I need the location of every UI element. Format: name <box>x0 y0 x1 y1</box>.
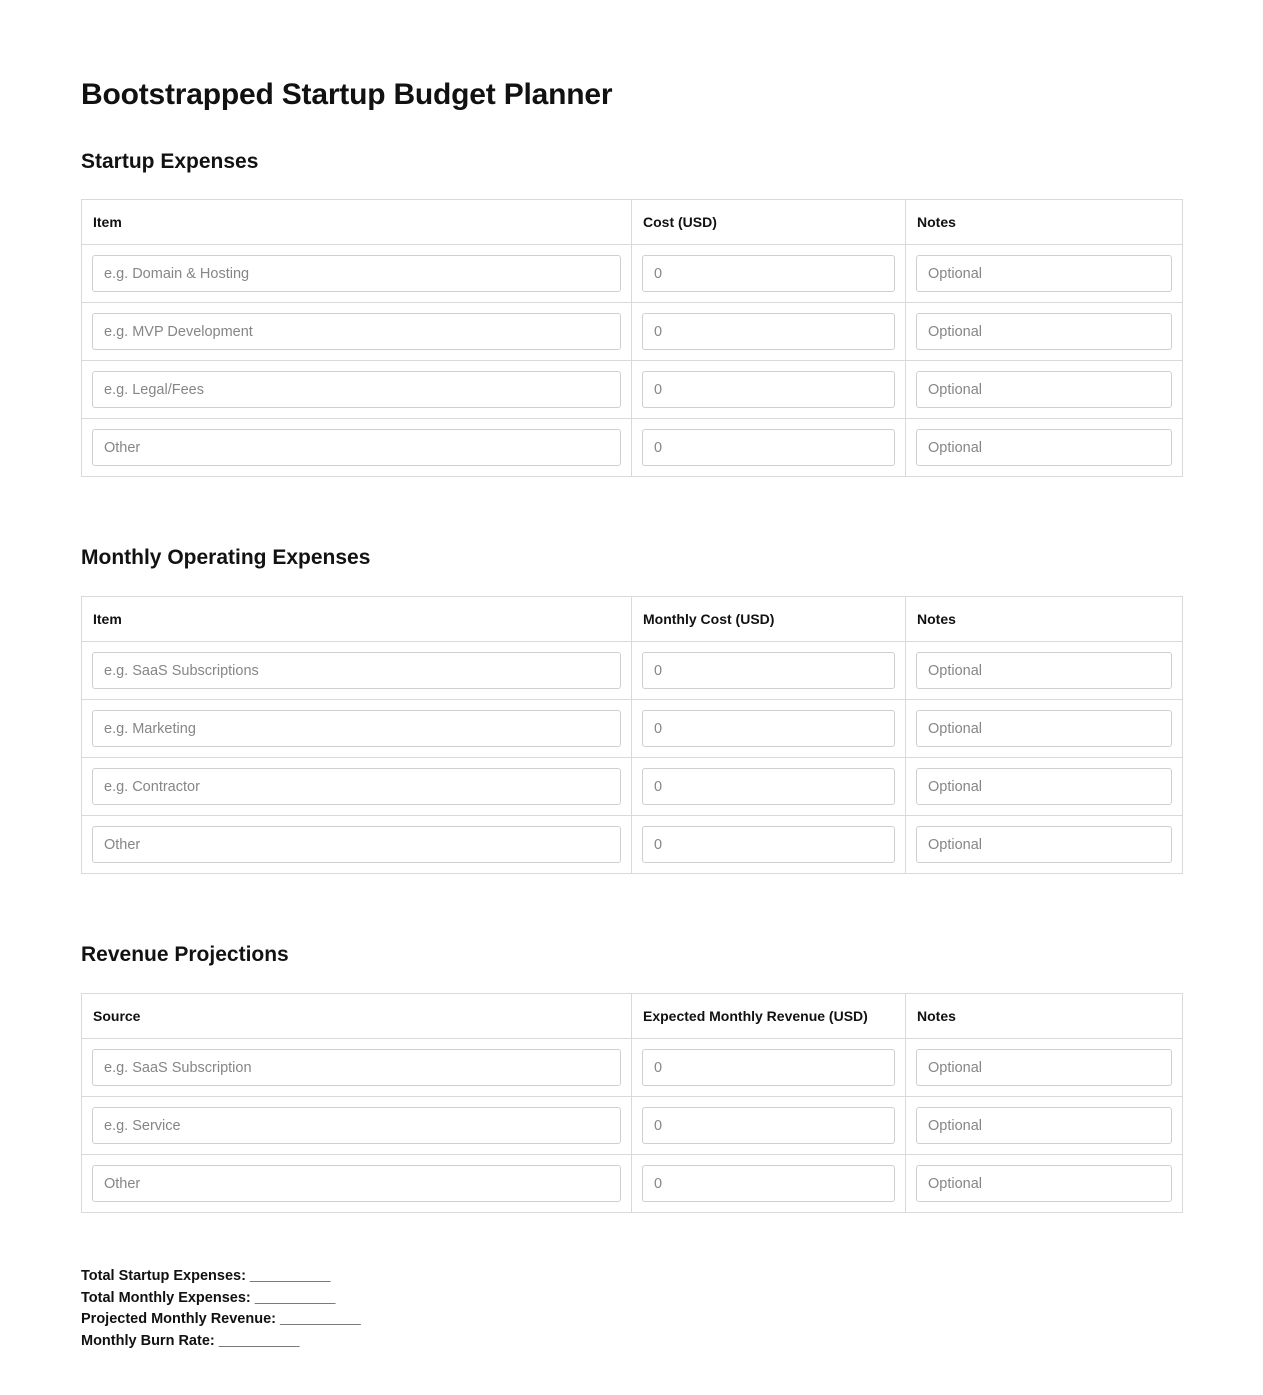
cell-cost <box>632 361 906 419</box>
notes-input[interactable] <box>916 1107 1172 1144</box>
section-monthly-operating-expenses <box>81 545 1183 874</box>
cell-notes <box>906 758 1183 816</box>
revenue-input[interactable] <box>642 1107 895 1144</box>
table-row <box>82 361 1183 419</box>
cell-cost <box>632 419 906 477</box>
column-header-item: Item <box>82 199 632 245</box>
cell-cost <box>632 758 906 816</box>
cell-item <box>82 758 632 816</box>
cell-cost <box>632 642 906 700</box>
table-row <box>82 758 1183 816</box>
cell-notes <box>906 419 1183 477</box>
cell-notes <box>906 361 1183 419</box>
revenue-input[interactable] <box>642 1049 895 1086</box>
cell-source <box>82 1039 632 1097</box>
cell-notes <box>906 1039 1183 1097</box>
totals-summary <box>81 1266 1183 1352</box>
cell-cost <box>632 245 906 303</box>
cell-item <box>82 303 632 361</box>
notes-input[interactable] <box>916 255 1172 292</box>
notes-input[interactable] <box>916 768 1172 805</box>
table-row <box>82 1097 1183 1155</box>
cost-input[interactable] <box>642 255 895 292</box>
item-input[interactable] <box>92 826 621 863</box>
item-input[interactable] <box>92 313 621 350</box>
revenue-input[interactable] <box>642 1165 895 1202</box>
table-row <box>82 700 1183 758</box>
cell-cost <box>632 816 906 874</box>
notes-input[interactable] <box>916 1165 1172 1202</box>
column-header-monthly-cost: Monthly Cost (USD) <box>632 596 906 642</box>
cell-revenue <box>632 1039 906 1097</box>
total-monthly-expenses-line: Total Monthly Expenses: __________ <box>81 1289 336 1306</box>
column-header-item: Item <box>82 596 632 642</box>
notes-input[interactable] <box>916 429 1172 466</box>
notes-input[interactable] <box>916 652 1172 689</box>
table-header-row <box>82 993 1183 1039</box>
cell-cost <box>632 303 906 361</box>
page-title: Bootstrapped Startup Budget Planner <box>81 78 613 111</box>
cell-notes <box>906 245 1183 303</box>
cost-input[interactable] <box>642 429 895 466</box>
notes-input[interactable] <box>916 371 1172 408</box>
cell-source <box>82 1155 632 1213</box>
cell-item <box>82 700 632 758</box>
projected-monthly-revenue-line: Projected Monthly Revenue: __________ <box>81 1311 361 1328</box>
cell-item <box>82 361 632 419</box>
total-startup-expenses-line: Total Startup Expenses: __________ <box>81 1268 331 1285</box>
section-revenue-projections <box>81 942 1183 1213</box>
table-startup-expenses <box>81 199 1183 478</box>
cell-source <box>82 1097 632 1155</box>
notes-input[interactable] <box>916 1049 1172 1086</box>
table-row <box>82 816 1183 874</box>
section-spacer <box>81 477 1183 545</box>
cell-item <box>82 642 632 700</box>
cell-item <box>82 245 632 303</box>
cell-notes <box>906 700 1183 758</box>
cell-notes <box>906 1097 1183 1155</box>
section-spacer <box>81 874 1183 942</box>
column-header-notes: Notes <box>906 596 1183 642</box>
source-input[interactable] <box>92 1049 621 1086</box>
cost-input[interactable] <box>642 371 895 408</box>
cell-revenue <box>632 1097 906 1155</box>
table-row <box>82 419 1183 477</box>
cost-input[interactable] <box>642 710 895 747</box>
notes-input[interactable] <box>916 313 1172 350</box>
cell-notes <box>906 816 1183 874</box>
item-input[interactable] <box>92 255 621 292</box>
table-row <box>82 1039 1183 1097</box>
item-input[interactable] <box>92 429 621 466</box>
section-title-revenue-projections: Revenue Projections <box>81 943 289 967</box>
column-header-notes: Notes <box>906 199 1183 245</box>
table-row <box>82 245 1183 303</box>
cost-input[interactable] <box>642 826 895 863</box>
cell-revenue <box>632 1155 906 1213</box>
table-row <box>82 303 1183 361</box>
notes-input[interactable] <box>916 826 1172 863</box>
item-input[interactable] <box>92 710 621 747</box>
table-header-row <box>82 596 1183 642</box>
item-input[interactable] <box>92 371 621 408</box>
column-header-expected-monthly-revenue: Expected Monthly Revenue (USD) <box>632 993 906 1039</box>
cell-item <box>82 816 632 874</box>
cost-input[interactable] <box>642 652 895 689</box>
cell-cost <box>632 700 906 758</box>
cell-item <box>82 419 632 477</box>
table-row <box>82 1155 1183 1213</box>
item-input[interactable] <box>92 768 621 805</box>
section-title-monthly-operating-expenses: Monthly Operating Expenses <box>81 546 371 570</box>
notes-input[interactable] <box>916 710 1172 747</box>
column-header-source: Source <box>82 993 632 1039</box>
source-input[interactable] <box>92 1107 621 1144</box>
section-title-startup-expenses: Startup Expenses <box>81 149 259 173</box>
cost-input[interactable] <box>642 313 895 350</box>
table-revenue-projections <box>81 993 1183 1214</box>
monthly-burn-rate-line: Monthly Burn Rate: __________ <box>81 1332 300 1349</box>
source-input[interactable] <box>92 1165 621 1202</box>
table-row <box>82 642 1183 700</box>
cell-notes <box>906 303 1183 361</box>
column-header-cost: Cost (USD) <box>632 199 906 245</box>
cell-notes <box>906 642 1183 700</box>
table-header-row <box>82 199 1183 245</box>
table-monthly-operating-expenses <box>81 596 1183 875</box>
cell-notes <box>906 1155 1183 1213</box>
section-startup-expenses <box>81 149 1183 478</box>
cost-input[interactable] <box>642 768 895 805</box>
column-header-notes: Notes <box>906 993 1183 1039</box>
item-input[interactable] <box>92 652 621 689</box>
